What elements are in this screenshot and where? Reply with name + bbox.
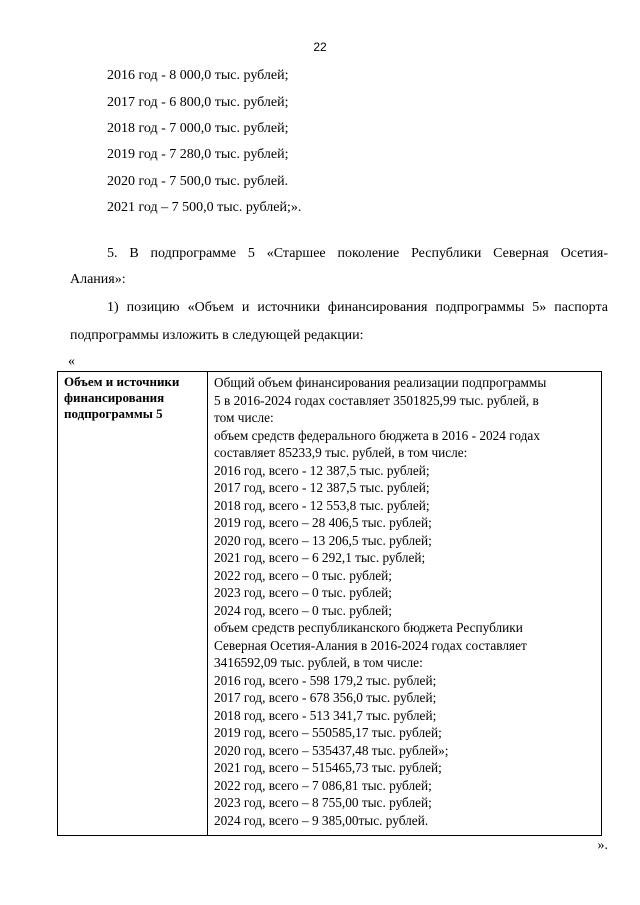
content-line: 2017 год, всего - 678 356,0 тыс. рублей; xyxy=(214,690,437,705)
content-line: 2017 год, всего - 12 387,5 тыс. рублей; xyxy=(214,480,430,495)
content-line: 2023 год, всего – 0 тыс. рублей; xyxy=(214,585,392,600)
table-content-cell xyxy=(208,372,601,835)
header-line: подпрограммы 5 xyxy=(64,406,163,421)
content-line: 2019 год, всего – 550585,17 тыс. рублей; xyxy=(214,725,442,740)
content-line: 2021 год, всего – 6 292,1 тыс. рублей; xyxy=(214,550,426,565)
content-line: 2023 год, всего – 8 755,00 тыс. рублей; xyxy=(214,795,432,810)
budget-line-2020: 2020 год - 7 500,0 тыс. рублей. xyxy=(107,174,289,189)
content-line: 2016 год, всего - 12 387,5 тыс. рублей; xyxy=(214,462,430,478)
header-line: финансирования xyxy=(64,390,165,405)
content-line: 2020 год, всего – 13 206,5 тыс. рублей; xyxy=(214,532,432,548)
section-5-heading: 5. В подпрограмме 5 «Старшее поколение Республики Северная Осетия- xyxy=(107,246,608,261)
content-line: 2024 год, всего – 9 385,00тыс. рублей. xyxy=(214,812,429,828)
content-line: 2022 год, всего – 7 086,81 тыс. рублей; xyxy=(214,777,432,793)
budget-line-2021: 2021 год – 7 500,0 тыс. рублей;». xyxy=(107,200,302,215)
content-line: 2022 год, всего – 0 тыс. рублей; xyxy=(214,567,392,583)
open-quote: « xyxy=(68,354,75,369)
content-line: 2020 год, всего – 535437,48 тыс. рублей»; xyxy=(214,742,449,758)
item-1-text: 1) позицию «Объем и источники финансирования подпрограммы 5» паспорта xyxy=(107,300,608,315)
content-line: 2018 год, всего - 513 341,7 тыс. рублей; xyxy=(214,707,437,723)
content-line: объем средств республиканского бюджета Республики xyxy=(214,620,523,635)
budget-line-2018: 2018 год - 7 000,0 тыс. рублей; xyxy=(107,121,289,136)
content-line: том числе: xyxy=(214,410,274,425)
table-header-cell xyxy=(58,372,208,835)
header-line: Объем и источники xyxy=(64,374,180,389)
budget-line-2017: 2017 год - 6 800,0 тыс. рублей; xyxy=(107,95,289,110)
content-line: 2024 год, всего – 0 тыс. рублей; xyxy=(214,602,392,618)
item-1-text-cont: подпрограммы изложить в следующей редакции: xyxy=(70,328,364,343)
content-line: Северная Осетия-Алания в 2016-2024 годах составляет xyxy=(214,637,527,653)
content-line: 2019 год, всего – 28 406,5 тыс. рублей; xyxy=(214,515,432,530)
budget-line-2016: 2016 год - 8 000,0 тыс. рублей; xyxy=(107,68,289,83)
page-number: 22 xyxy=(313,40,327,54)
content-line: 2016 год, всего - 598 179,2 тыс. рублей; xyxy=(214,672,437,688)
content-line: объем средств федерального бюджета в 2016 - 2024 годах xyxy=(214,427,540,443)
content-line: составляет 85233,9 тыс. рублей, в том числе: xyxy=(214,445,468,460)
content-line: 5 в 2016-2024 годах составляет 3501825,99 тыс. рублей, в xyxy=(214,392,539,408)
funding-table xyxy=(57,371,602,836)
budget-line-2019: 2019 год - 7 280,0 тыс. рублей; xyxy=(107,147,289,162)
content-line: 2018 год, всего - 12 553,8 тыс. рублей; xyxy=(214,497,430,513)
content-line: 3416592,09 тыс. рублей, в том числе: xyxy=(214,655,423,670)
content-line: Общий объем финансирования реализации подпрограммы xyxy=(214,375,547,390)
content-line: 2021 год, всего – 515465,73 тыс. рублей; xyxy=(214,760,442,775)
close-quote: ». xyxy=(597,838,608,853)
section-5-heading-cont: Алания»: xyxy=(70,272,126,287)
